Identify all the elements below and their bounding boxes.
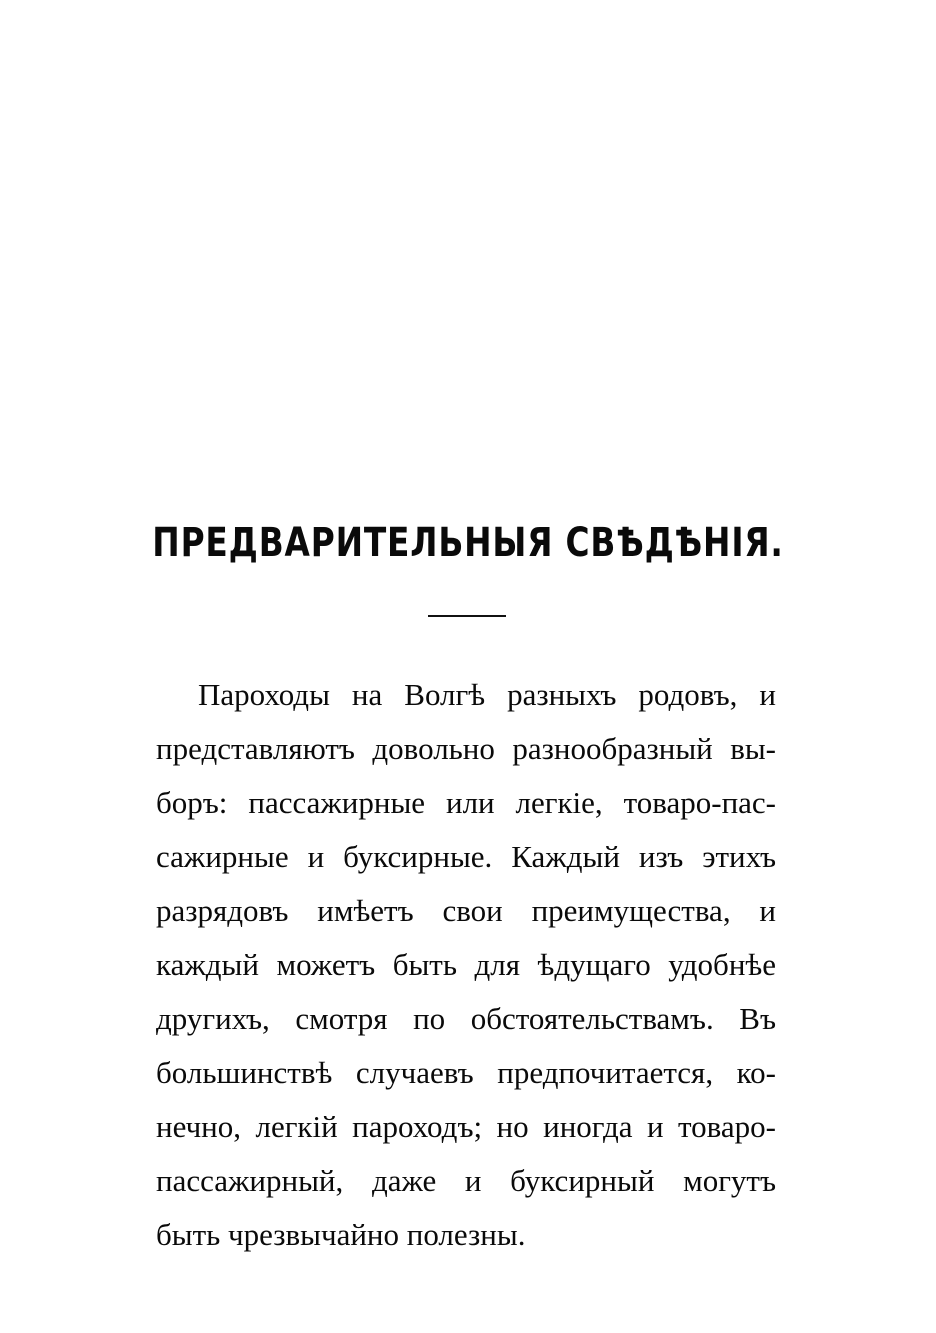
paragraph-line: пассажирный, даже и буксирный могутъ (156, 1163, 776, 1198)
paragraph-line: нечно, легкій пароходъ; но иногда и товаро- (156, 1109, 776, 1144)
page-title: ПРЕДВАРИТЕЛЬНЫЯ СВѢДѢНІЯ. (152, 520, 784, 566)
body-paragraph (156, 668, 776, 1262)
paragraph-line: Пароходы на Волгѣ разныхъ родовъ, и (198, 677, 776, 712)
paragraph-line: сажирные и буксирные. Каждый изъ этихъ (156, 839, 776, 874)
paragraph-line: большинствѣ случаевъ предпочитается, ко- (156, 1055, 776, 1090)
paragraph-line: другихъ, смотря по обстоятельствамъ. Въ (156, 1001, 776, 1036)
paragraph-line: каждый можетъ быть для ѣдущаго удобнѣе (156, 947, 776, 982)
paragraph-line: быть чрезвычайно полезны. (156, 1217, 526, 1252)
paragraph-line: боръ: пассажирные или легкіе, товаро-пас- (156, 785, 776, 820)
paragraph-line: разрядовъ имѣетъ свои преимущества, и (156, 893, 776, 928)
title-divider (428, 615, 506, 617)
paragraph-line: представляютъ довольно разнообразный вы- (156, 731, 776, 766)
